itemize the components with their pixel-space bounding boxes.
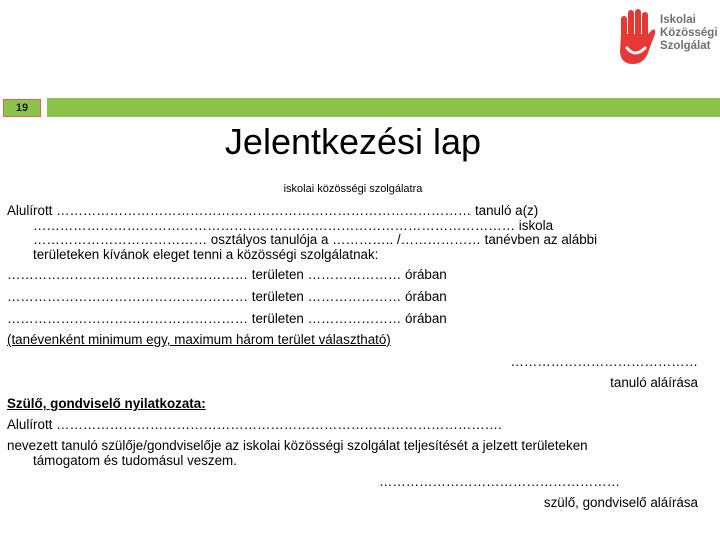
- parent-line-statement: nevezett tanuló szülője/gondviselője az iskolai közösségi szolgálat teljesítését a jelzett területeken: [7, 438, 588, 453]
- student-signature-dots: ……………………………………: [510, 354, 698, 369]
- form-line-class-year: ………………………………… osztályos tanulója a ………….. /……………… tanévben az alábbi: [33, 232, 598, 247]
- parent-signature-label: szülő, gondviselő aláírása: [543, 495, 698, 510]
- form-line-intro: területeken kívánok eleget tenni a közösségi szolgálatnak:: [33, 247, 379, 262]
- parent-heading: Szülő, gondviselő nyilatkozata:: [7, 396, 206, 411]
- red-hand-icon: [615, 6, 657, 68]
- form-area-line-1: ……………………………………………… területen ………………… órában: [7, 267, 447, 282]
- form-line-student-name: Alulírott ………………………………………………………………………………… tanuló a(z): [7, 203, 539, 218]
- parent-signature-dots: ………………………………………………: [378, 474, 620, 489]
- area-note: (tanévenként minimum egy, maximum három terület választható): [7, 332, 391, 347]
- logo-line-1: Iskolai: [660, 14, 696, 26]
- logo-line-3: Szolgálat: [660, 40, 711, 52]
- form-area-line-2: ……………………………………………… területen ………………… órában: [7, 289, 447, 304]
- form-line-school: ……………………………………………………………………………………………… iskola: [33, 218, 554, 233]
- page-title: Jelentkezési lap: [224, 121, 482, 162]
- form-area-line-3: ……………………………………………… területen ………………… órában: [7, 311, 447, 326]
- parent-line-consent: támogatom és tudomásul veszem.: [33, 453, 237, 468]
- student-signature-label: tanuló aláírása: [610, 375, 698, 390]
- parent-line-name: Alulírott ……………………………………………………………………………………….: [7, 417, 502, 432]
- logo-line-2: Közösségi: [660, 27, 718, 39]
- page-subtitle: iskolai közösségi szolgálatra: [283, 183, 423, 195]
- iskolai-kozossegi-szolgalat-logo: [615, 6, 718, 72]
- slide-number: 19: [3, 99, 41, 117]
- header-bar: [47, 98, 720, 117]
